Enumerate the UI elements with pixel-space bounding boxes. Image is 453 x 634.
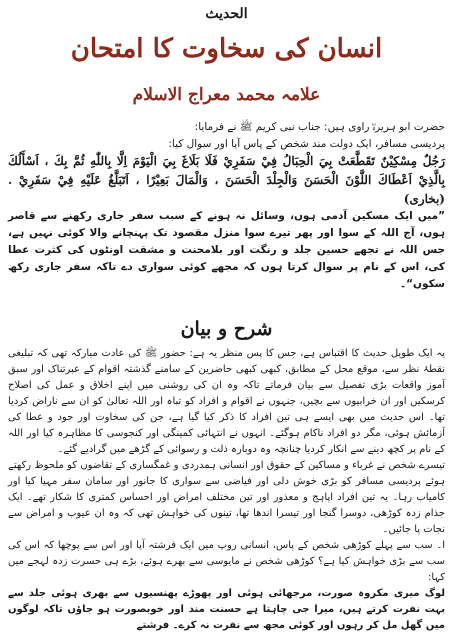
sharh-paragraph-2: تیسرے شخص نے غرباء و مساکین کے حقوق اور انسانی ہمدردی و غمگساری کے تقاضوں کو ملحوظ رکھتے ہوئے پردیسی مسافر کو بڑی خوش دلی اور فیاضی سے سواری کا جانور اور سامان سفر مہیا کیا اور کامیاب رہا۔ یہ تین افراد اپاہج و معذور اور تین مختلف امراض اور احساس کمتری کا شکار تھے۔ ایک جذام زدہ کوڑھی، دوسرا گنجا اور تیسرا اندھا تھا، تینوں کی خواہش تھی کہ وہ ان عیوب و امراض سے نجات پا جائیں۔ bbox=[8, 460, 445, 535]
narration-line: پردیسی مسافر، ایک دولت مند شخص کے پاس آیا اور سوال کیا: bbox=[168, 137, 445, 150]
narration-intro: حضرت ابو ہریرہؓ راوی ہیں: جناب نبی کریم ﷺ نے فرمایا: bbox=[194, 121, 445, 133]
narration-block bbox=[8, 119, 445, 152]
sharh-paragraph-3: ا۔ سب سے پہلے کوڑھی شخص کے پاس، انسانی روپ میں ایک فرشتہ آیا اور اس سے پوچھا کہ اس کی سب سے بڑی خواہش کیا ہے؟ کوڑھی شخص نے مایوسی سے بھرے ہوئے، بڑے ہی حسرت زدہ لہجے میں کہا: bbox=[8, 540, 445, 583]
translation-block bbox=[8, 208, 445, 293]
article-title: انسان کی سخاوت کا امتحان bbox=[70, 34, 383, 64]
section-label: الحدیث bbox=[205, 6, 248, 22]
arabic-text: رَجُلٌ مِسْكِيْنٌ تَقَطَّعَتْ بِيَ الْحِبَالُ فِيْ سَفَرِيْ فَلَا بَلَاغَ بِيَ الْيَوْمَ اِلَّا بِاللّٰهِ ثُمَّ بِكَ ، اَسْأَلُكَ بِالَّذِيْ اَعْطَاكَ اللَّوْنَ الْحَسَنَ وَالْجِلْدَ الْحَسَنَ ، وَالْمَالَ بَعِيْرًا ، اَتَبَلَّغُ عَلَيْهِ فِيْ سَفَرِيْ . (بخاری) bbox=[8, 154, 445, 206]
arabic-hadith bbox=[8, 152, 445, 209]
sharh-heading: شرح و بیان bbox=[180, 318, 273, 340]
author-name: علامہ محمد معراج الاسلام bbox=[132, 85, 321, 105]
sharh-paragraph-4: لوگ میری مکروہ صورت، مرجھائی ہوئی اور پھوڑے پھنسیوں سے بھری ہوئی جلد سے بہت نفرت کرتے ہیں، میرا جی چاہتا ہے حسنت مند اور خوبصورت ہو جاؤں تاکہ لوگوں میں گھل مل کر رہوں اور کوئی مجھ سے نفرت نہ کرے۔ فرشتے bbox=[8, 588, 445, 631]
sharh-paragraph-1: یہ ایک طویل حدیث کا اقتباس ہے، جس کا پس منظر یہ ہے: حضور ﷺ کی عادت مبارکہ تھی کہ تبلیغی نقطۂ نظر سے، موقع محل کے مطابق، کبھی کبھی حاضرین کے سامنے گذشتہ اقوام کے عبرتناک اور سبق آموز واقعات بڑی تفصیل سے بیان فرماتے تاکہ وہ ان کی روشنی میں اپنے اخلاق و عمل کی اصلاح کرسکیں اور ان خرابیوں سے بچیں، جنہوں نے اقوام و افراد کو تباہ اور اللہ تعالیٰ کو ان سے ناراض کردیا تھا۔ اس حدیث میں بھی ایسے ہی تین افراد کا ذکر کیا گیا ہے، جن کی سخاوت اور جود و عطا کی آزمائش ہوئی، مگر دو افراد ناکام ہوگئے۔ انہوں نے انتہائی کمینگی اور کنجوسی کا مظاہرہ کیا اور اللہ کے نام پر کچھ دینے سے انکار کردیا چنانچہ وہ دوبارہ ذلت و رسوائی کے گڑھے میں گرادیے گئے۔ bbox=[8, 348, 445, 455]
sharh-body bbox=[8, 346, 445, 634]
translation-text: ”میں ایک مسکین آدمی ہوں، وسائل نہ ہونے کے سبب سفر جاری رکھنے سے قاصر ہوں، آج اللہ کے سوا اور پھر تیرے سوا منزل مقصود تک پہنچانے والا کوئی نہیں ہے، جس اللہ نے تجھے حسین جلد و رنگت اور بلامحنت و مشقت اونٹوں کی کثرت عطا کی، اس کے نام پر سوال کرتا ہوں کہ مجھے کوئی سواری دے تاکہ سفر جاری رکھ سکوں“۔ bbox=[8, 210, 445, 290]
